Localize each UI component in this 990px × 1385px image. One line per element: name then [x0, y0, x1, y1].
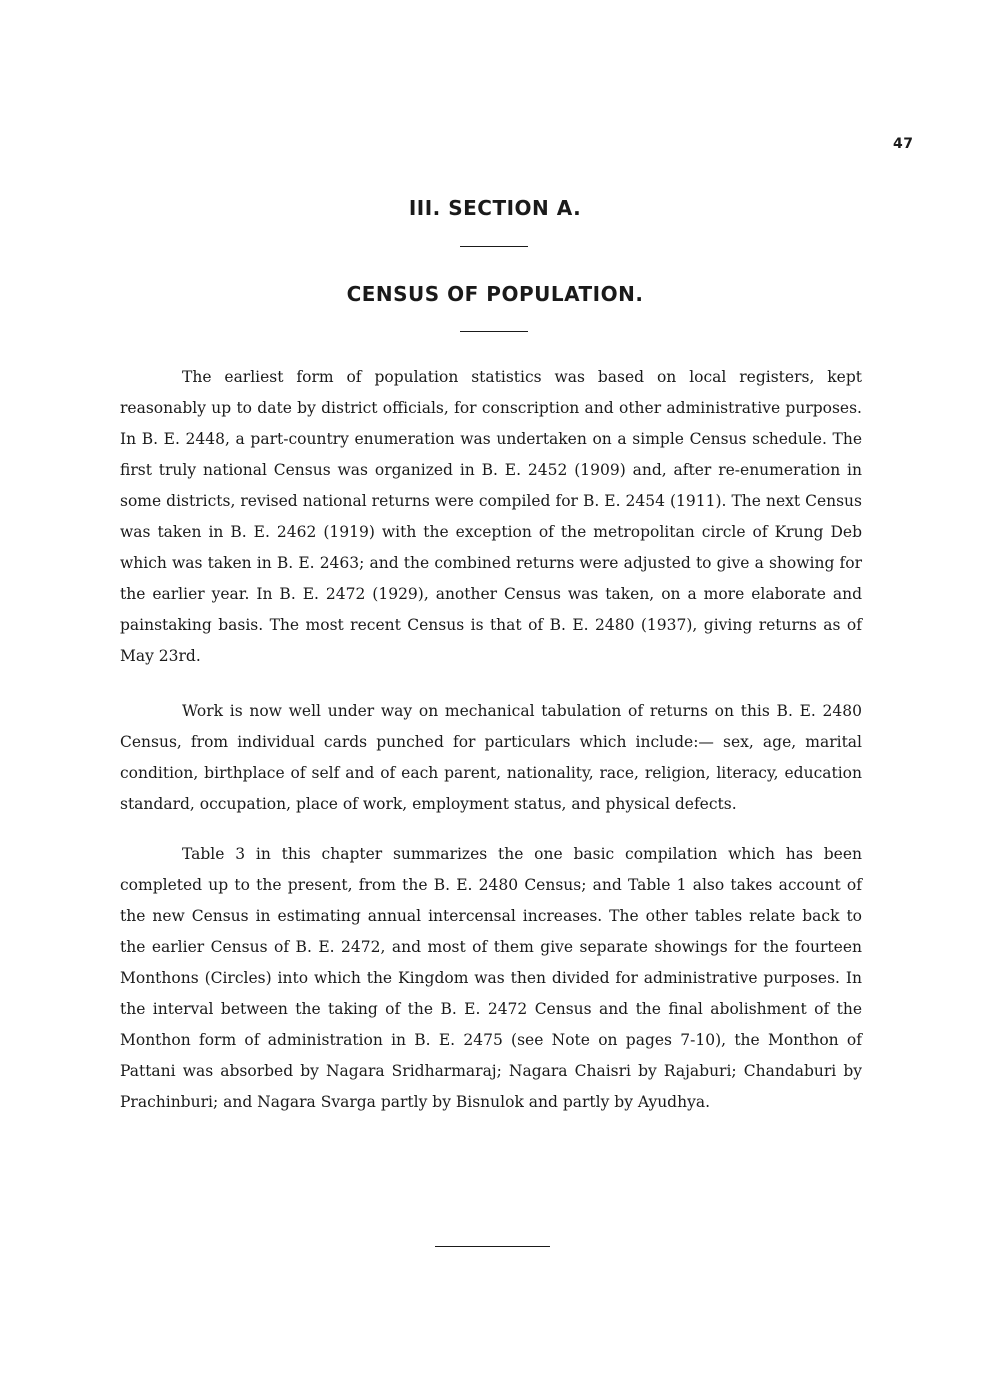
- section-heading: III. SECTION A.: [408, 196, 582, 220]
- heading-divider: [460, 246, 528, 247]
- heading-divider: [460, 331, 528, 332]
- paragraph-tables: Table 3 in this chapter summarizes the one basic compilation which has been completed up to the present, from the B. E. 2480 Census; and Table 1 also takes account of the new Census in estimating annual intercensal increases. The other tables relate back to the earlier Census of B. E. 2472, and most of them give separate showings for the fourteen Monthons (Circles) into which the Kingdom was then divided for administrative purposes. In the interval between the taking of the B. E. 2472 Census and the final abolishment of the Monthon form of administration in B. E. 2475 (see Note on pages 7-10), the Monthon of Pattani was absorbed by Nagara Sridharmaraj; Nagara Chaisri by Rajaburi; Chandaburi by Prachinburi; and Nagara Svarga partly by Bisnulok and partly by Ayudhya.: [120, 845, 862, 1111]
- end-divider: [435, 1246, 550, 1247]
- chapter-heading: CENSUS OF POPULATION.: [346, 282, 644, 306]
- page-number: 47: [893, 136, 914, 152]
- paragraph-tabulation: Work is now well under way on mechanical tabulation of returns on this B. E. 2480 Census, from individual cards punched for particulars which include:— sex, age, marital condition, birthplace of self and of each parent, nationality, race, religion, literacy, education standard, occupation, place of work, employment status, and physical defects.: [120, 702, 862, 813]
- paragraph-census-history: The earliest form of population statistics was based on local registers, kept reasonably up to date by district officials, for conscription and other administrative purposes. In B. E. 2448, a part-country enumeration was undertaken on a simple Census schedule. The first truly national Census was organized in B. E. 2452 (1909) and, after re-enumeration in some districts, revised national returns were compiled for B. E. 2454 (1911). The next Census was taken in B. E. 2462 (1919) with the exception of the metropolitan circle of Krung Deb which was taken in B. E. 2463; and the combined returns were adjusted to give a showing for the earlier year. In B. E. 2472 (1929), another Census was taken, on a more elaborate and painstaking basis. The most recent Census is that of B. E. 2480 (1937), giving returns as of May 23rd.: [120, 368, 862, 665]
